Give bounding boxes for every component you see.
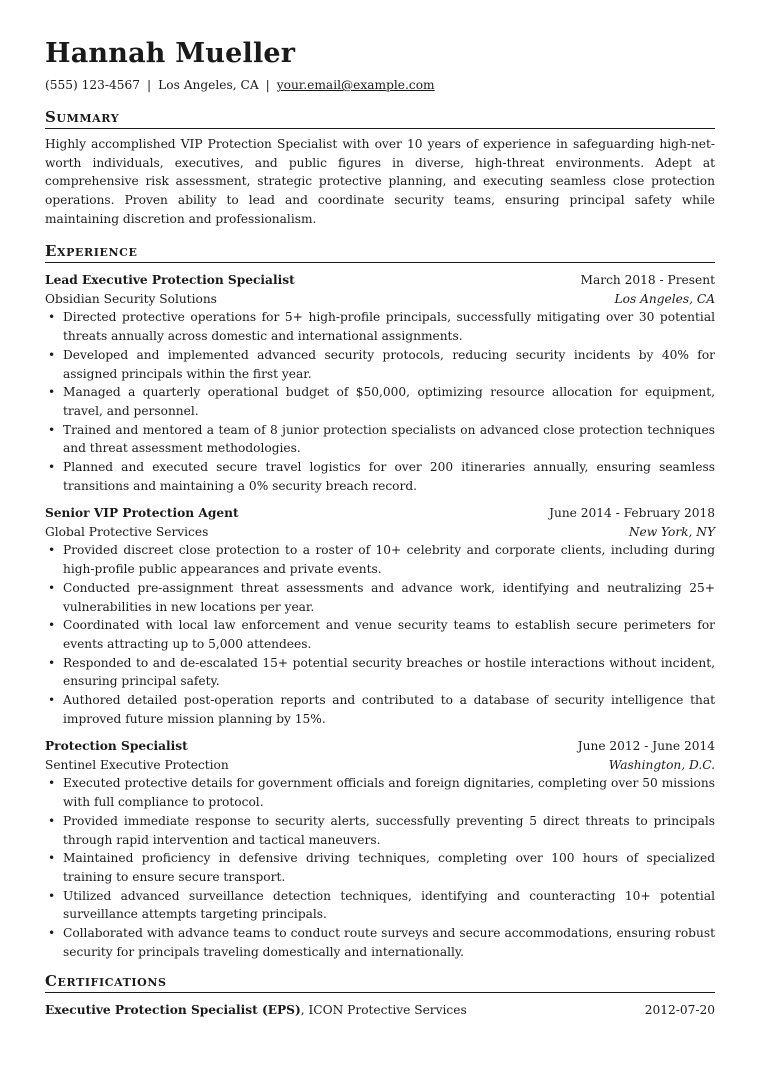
job-dates: March 2018 - Present: [580, 273, 715, 287]
job-title: Lead Executive Protection Specialist: [45, 273, 295, 287]
certification-name: Executive Protection Specialist (EPS): [45, 1003, 301, 1017]
candidate-name: Hannah Mueller: [45, 38, 296, 69]
job-bullet: • Provided discreet close protection to a roster of 10+ celebrity and corporate clients, including during high-profile public appearances and private events.: [45, 541, 715, 578]
job-bullets: [45, 541, 715, 728]
job-title: Senior VIP Protection Agent: [45, 506, 239, 520]
job-location: Washington, D.C.: [608, 757, 715, 772]
company-name: Global Protective Services: [45, 524, 209, 539]
job-bullet: • Conducted pre-assignment threat assessments and advance work, identifying and neutralizing 25+ vulnerabilities in new locations per year.: [45, 579, 715, 616]
experience-entry: [45, 737, 715, 961]
job-bullet: • Directed protective operations for 5+ high-profile principals, successfully mitigating over 30 potential threats annually across domestic and international assignments.: [45, 308, 715, 345]
job-bullet: • Responded to and de-escalated 15+ potential security breaches or hostile interactions without incident, ensuring principal safety.: [45, 654, 715, 691]
phone-number: (555) 123-4567: [45, 78, 141, 92]
contact-separator: |: [147, 78, 152, 92]
certification-date: 2012-07-20: [644, 1003, 715, 1017]
company-name: Sentinel Executive Protection: [45, 757, 229, 772]
job-location: Los Angeles, CA: [614, 291, 715, 306]
contact-location: Los Angeles, CA: [158, 78, 259, 92]
job-bullets: [45, 308, 715, 495]
summary-heading: Summary: [45, 107, 715, 129]
certification-issuer: , ICON Protective Services: [300, 1003, 467, 1017]
job-title: Protection Specialist: [45, 739, 188, 753]
job-bullet: • Managed a quarterly operational budget of $50,000, optimizing resource allocation for equipment, travel, and personnel.: [45, 383, 715, 420]
job-bullet: • Coordinated with local law enforcement and venue security teams to establish secure perimeters for events attracting up to 5,000 attendees.: [45, 616, 715, 653]
company-name: Obsidian Security Solutions: [45, 291, 217, 306]
job-bullet: • Executed protective details for government officials and foreign dignitaries, completing over 50 missions with full compliance to protocol.: [45, 774, 715, 811]
email-link[interactable]: your.email@example.com: [276, 78, 435, 92]
job-dates: June 2012 - June 2014: [577, 739, 715, 753]
contact-separator: |: [265, 78, 270, 92]
experience-heading: Experience: [45, 241, 715, 263]
summary-text: Highly accomplished VIP Protection Specialist with over 10 years of experience in safeguarding high-net-worth individuals, executives, and public figures in diverse, high-threat environments. Adept at comprehensive risk assessment, strategic protective planning, and executing seamless close protection operations. Proven ability to lead and coordinate security teams, ensuring principal safety while maintaining discretion and professionalism.: [45, 137, 715, 226]
certifications-heading: Certifications: [45, 971, 715, 993]
experience-entry: [45, 504, 715, 728]
job-bullet: • Collaborated with advance teams to conduct route surveys and secure accommodations, ensuring robust security for principals traveling domestically and internationally.: [45, 924, 715, 961]
experience-entry: [45, 271, 715, 495]
job-location: New York, NY: [628, 524, 715, 539]
job-bullet: • Developed and implemented advanced security protocols, reducing security incidents by 40% for assigned principals within the first year.: [45, 346, 715, 383]
job-bullet: • Trained and mentored a team of 8 junior protection specialists on advanced close protection techniques and threat assessment methodologies.: [45, 421, 715, 458]
job-dates: June 2014 - February 2018: [549, 506, 715, 520]
certification-entry: [45, 1001, 715, 1020]
job-bullet: • Authored detailed post-operation reports and contributed to a database of security intelligence that improved future mission planning by 15%.: [45, 691, 715, 728]
job-bullet: • Planned and executed secure travel logistics for over 200 itineraries annually, ensuring seamless transitions and maintaining a 0% security breach record.: [45, 458, 715, 495]
job-bullet: • Maintained proficiency in defensive driving techniques, completing over 100 hours of specialized training to ensure secure transport.: [45, 849, 715, 886]
job-bullet: • Utilized advanced surveillance detection techniques, identifying and counteracting 10+ potential surveillance attempts targeting principals.: [45, 887, 715, 924]
job-bullet: • Provided immediate response to security alerts, successfully preventing 5 direct threats to principals through rapid intervention and tactical maneuvers.: [45, 812, 715, 849]
job-bullets: [45, 774, 715, 961]
contact-line: [45, 76, 435, 94]
